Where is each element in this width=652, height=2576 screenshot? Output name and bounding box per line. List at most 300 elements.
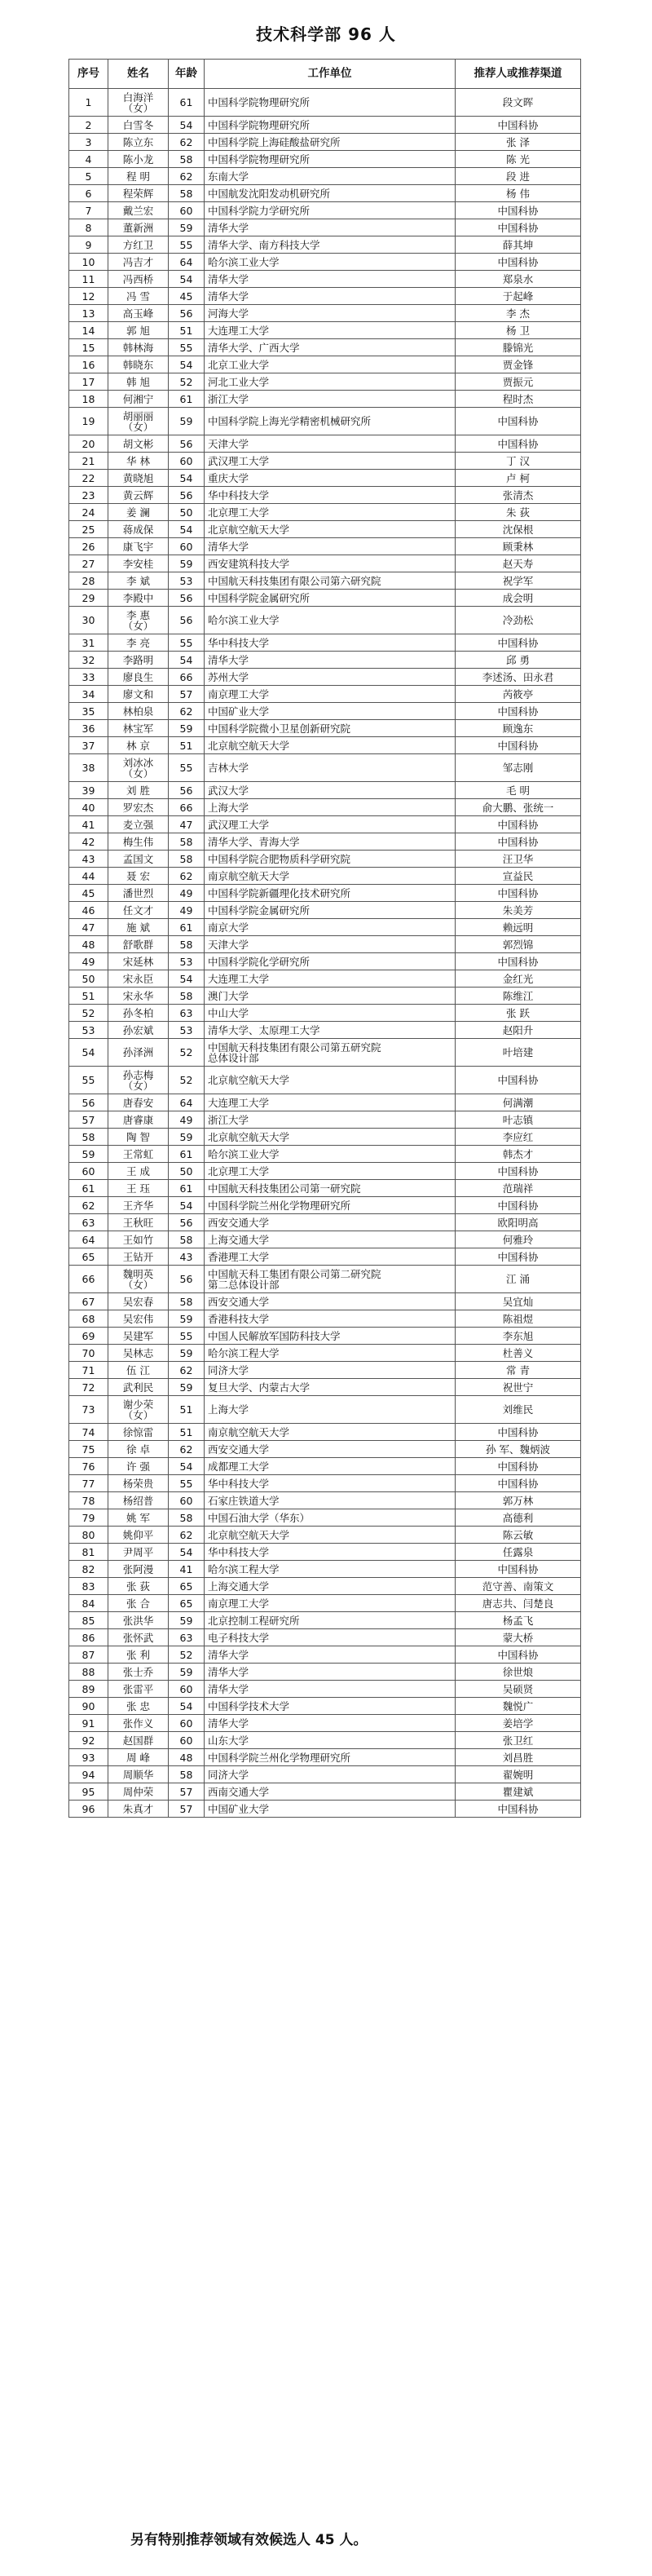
cell-name: 白海洋 （女） [108,89,169,117]
table-row [69,1715,581,1732]
cell-number: 73 [69,1396,108,1424]
cell-number: 23 [69,487,108,504]
cell-recommender: 段文晖 [456,89,581,117]
table-row [69,1509,581,1527]
cell-workplace: 南京航空航天大学 [205,1424,456,1441]
cell-name: 刘 胜 [108,782,169,799]
cell-name: 廖文和 [108,686,169,703]
table-row [69,953,581,970]
cell-workplace: 北京航空航天大学 [205,1067,456,1094]
table-row [69,408,581,435]
table-row [69,988,581,1005]
cell-number: 58 [69,1129,108,1146]
cell-name: 蒋成保 [108,521,169,538]
cell-recommender: 朱美芳 [456,902,581,919]
cell-recommender: 吴硕贤 [456,1681,581,1698]
cell-workplace: 西安建筑科技大学 [205,555,456,572]
table-row [69,134,581,151]
cell-number: 88 [69,1664,108,1681]
cell-workplace: 电子科技大学 [205,1629,456,1646]
table-row [69,391,581,408]
cell-name: 方红卫 [108,236,169,254]
cell-name: 李 亮 [108,634,169,652]
cell-number: 96 [69,1801,108,1818]
cell-recommender: 任露泉 [456,1544,581,1561]
header-number: 序号 [69,60,108,89]
table-row [69,1424,581,1441]
cell-number: 43 [69,851,108,868]
cell-recommender: 邹志刚 [456,754,581,782]
cell-workplace: 南京理工大学 [205,1595,456,1612]
cell-workplace: 北京理工大学 [205,1163,456,1180]
table-row [69,236,581,254]
header-name: 姓名 [108,60,169,89]
cell-name: 冯吉才 [108,254,169,271]
cell-number: 56 [69,1094,108,1111]
cell-recommender: 郭万林 [456,1492,581,1509]
cell-age: 55 [169,236,205,254]
cell-workplace: 北京理工大学 [205,504,456,521]
cell-recommender: 毛 明 [456,782,581,799]
cell-workplace: 浙江大学 [205,391,456,408]
cell-number: 39 [69,782,108,799]
cell-age: 64 [169,254,205,271]
cell-recommender: 程时杰 [456,391,581,408]
cell-workplace: 大连理工大学 [205,322,456,339]
cell-recommender: 陈云敏 [456,1527,581,1544]
table-row [69,970,581,988]
cell-name: 冯西桥 [108,271,169,288]
cell-number: 60 [69,1163,108,1180]
table-row [69,1766,581,1783]
table-row [69,1328,581,1345]
cell-recommender: 沈保根 [456,521,581,538]
cell-name: 白雪冬 [108,117,169,134]
cell-number: 24 [69,504,108,521]
table-row [69,219,581,236]
table-row [69,1458,581,1475]
cell-recommender: 邱 勇 [456,652,581,669]
cell-number: 75 [69,1441,108,1458]
cell-number: 47 [69,919,108,936]
cell-name: 周顺华 [108,1766,169,1783]
cell-workplace: 武汉理工大学 [205,453,456,470]
cell-age: 53 [169,572,205,590]
cell-age: 56 [169,1266,205,1293]
cell-name: 宋永华 [108,988,169,1005]
cell-age: 56 [169,1214,205,1231]
table-row [69,1578,581,1595]
cell-name: 孙宏斌 [108,1022,169,1039]
cell-age: 58 [169,988,205,1005]
cell-number: 95 [69,1783,108,1801]
cell-recommender: 郑泉水 [456,271,581,288]
cell-recommender: 叶志镇 [456,1111,581,1129]
cell-name: 张士乔 [108,1664,169,1681]
cell-recommender: 朱 荻 [456,504,581,521]
cell-number: 34 [69,686,108,703]
cell-number: 37 [69,737,108,754]
table-row [69,1681,581,1698]
cell-number: 84 [69,1595,108,1612]
cell-number: 65 [69,1248,108,1266]
cell-age: 57 [169,686,205,703]
cell-number: 40 [69,799,108,816]
table-row [69,356,581,373]
cell-name: 林宝军 [108,720,169,737]
cell-age: 59 [169,1379,205,1396]
cell-name: 赵国群 [108,1732,169,1749]
cell-number: 32 [69,652,108,669]
cell-workplace: 清华大学 [205,288,456,305]
cell-age: 63 [169,1005,205,1022]
cell-number: 7 [69,202,108,219]
cell-age: 62 [169,168,205,185]
table-row [69,89,581,117]
cell-recommender: 赖远明 [456,919,581,936]
cell-age: 53 [169,1022,205,1039]
cell-age: 60 [169,1715,205,1732]
cell-name: 杨荣贵 [108,1475,169,1492]
table-row [69,1544,581,1561]
header-workplace: 工作单位 [205,60,456,89]
cell-age: 56 [169,435,205,453]
cell-workplace: 香港理工大学 [205,1248,456,1266]
cell-number: 53 [69,1022,108,1039]
table-row [69,202,581,219]
cell-recommender: 中国科协 [456,1561,581,1578]
cell-number: 14 [69,322,108,339]
cell-number: 66 [69,1266,108,1293]
cell-age: 60 [169,538,205,555]
cell-age: 54 [169,271,205,288]
cell-age: 58 [169,833,205,851]
cell-age: 62 [169,868,205,885]
cell-number: 9 [69,236,108,254]
table-row [69,254,581,271]
cell-name: 黄云辉 [108,487,169,504]
cell-age: 51 [169,1396,205,1424]
cell-name: 宋永臣 [108,970,169,988]
cell-name: 陈小龙 [108,151,169,168]
cell-name: 姜 澜 [108,504,169,521]
cell-workplace: 中国科学院力学研究所 [205,202,456,219]
table-row [69,504,581,521]
cell-name: 何湘宁 [108,391,169,408]
cell-name: 张 合 [108,1595,169,1612]
page-title: 技术科学部 96 人 [256,24,396,44]
cell-number: 22 [69,470,108,487]
table-row [69,470,581,487]
cell-age: 61 [169,1180,205,1197]
cell-workplace: 哈尔滨工业大学 [205,1146,456,1163]
table-row [69,322,581,339]
table-row [69,1214,581,1231]
table-row [69,572,581,590]
table-row [69,1180,581,1197]
cell-age: 54 [169,470,205,487]
cell-age: 47 [169,816,205,833]
cell-age: 60 [169,1681,205,1698]
cell-age: 58 [169,1509,205,1527]
table-row [69,453,581,470]
cell-workplace: 中山大学 [205,1005,456,1022]
cell-name: 程荣辉 [108,185,169,202]
cell-name: 郭 旭 [108,322,169,339]
footer-note: 另有特别推荐领域有效候选人 45 人。 [130,2532,368,2548]
cell-number: 79 [69,1509,108,1527]
cell-number: 54 [69,1039,108,1067]
cell-recommender: 杨 卫 [456,322,581,339]
cell-workplace: 清华大学 [205,219,456,236]
cell-number: 67 [69,1293,108,1310]
table-row [69,1094,581,1111]
cell-recommender: 刘维民 [456,1396,581,1424]
cell-recommender: 刘昌胜 [456,1749,581,1766]
cell-age: 54 [169,652,205,669]
cell-workplace: 清华大学 [205,271,456,288]
cell-workplace: 北京航空航天大学 [205,1527,456,1544]
cell-name: 林 京 [108,737,169,754]
cell-name: 梅生伟 [108,833,169,851]
table-row [69,1310,581,1328]
cell-workplace: 上海交通大学 [205,1231,456,1248]
cell-workplace: 中国航发沈阳发动机研究所 [205,185,456,202]
cell-recommender: 魏悦广 [456,1698,581,1715]
cell-age: 59 [169,219,205,236]
cell-age: 66 [169,669,205,686]
cell-workplace: 西安交通大学 [205,1293,456,1310]
cell-recommender: 何满潮 [456,1094,581,1111]
cell-workplace: 中国科学院合肥物质科学研究院 [205,851,456,868]
table-row [69,1561,581,1578]
cell-workplace: 成都理工大学 [205,1458,456,1475]
cell-name: 李路明 [108,652,169,669]
cell-age: 58 [169,1231,205,1248]
nominee-table [68,59,581,1818]
cell-recommender: 范瑞祥 [456,1180,581,1197]
cell-name: 王常虹 [108,1146,169,1163]
cell-age: 63 [169,1629,205,1646]
cell-name: 周 峰 [108,1749,169,1766]
cell-age: 54 [169,521,205,538]
table-row [69,1698,581,1715]
cell-workplace: 南京航空航天大学 [205,868,456,885]
cell-workplace: 清华大学、广西大学 [205,339,456,356]
cell-age: 55 [169,339,205,356]
cell-workplace: 中国矿业大学 [205,703,456,720]
cell-recommender: 中国科协 [456,1248,581,1266]
cell-name: 吴宏春 [108,1293,169,1310]
cell-number: 28 [69,572,108,590]
cell-number: 86 [69,1629,108,1646]
cell-age: 51 [169,737,205,754]
cell-name: 伍 江 [108,1362,169,1379]
cell-age: 56 [169,590,205,607]
cell-recommender: 江 涌 [456,1266,581,1293]
cell-age: 58 [169,151,205,168]
cell-recommender: 唐志共、闫楚良 [456,1595,581,1612]
cell-name: 许 强 [108,1458,169,1475]
table-row [69,1293,581,1310]
cell-workplace: 中国矿业大学 [205,1801,456,1818]
cell-number: 49 [69,953,108,970]
cell-recommender: 中国科协 [456,1458,581,1475]
cell-name: 张作义 [108,1715,169,1732]
cell-workplace: 清华大学、青海大学 [205,833,456,851]
table-row [69,1379,581,1396]
table-row [69,305,581,322]
cell-workplace: 清华大学 [205,1646,456,1664]
cell-recommender: 顾逸东 [456,720,581,737]
cell-recommender: 姜培学 [456,1715,581,1732]
cell-age: 55 [169,634,205,652]
cell-name: 聂 宏 [108,868,169,885]
table-row [69,1475,581,1492]
cell-age: 59 [169,1664,205,1681]
cell-name: 韩林海 [108,339,169,356]
cell-age: 57 [169,1783,205,1801]
cell-age: 56 [169,782,205,799]
cell-age: 58 [169,851,205,868]
cell-recommender: 中国科协 [456,634,581,652]
cell-name: 唐睿康 [108,1111,169,1129]
cell-recommender: 郭烈锦 [456,936,581,953]
cell-age: 54 [169,1544,205,1561]
cell-number: 82 [69,1561,108,1578]
cell-age: 59 [169,1612,205,1629]
table-row [69,634,581,652]
cell-name: 张 利 [108,1646,169,1664]
table-row [69,1441,581,1458]
cell-number: 46 [69,902,108,919]
cell-number: 33 [69,669,108,686]
cell-recommender: 中国科协 [456,1067,581,1094]
cell-name: 程 明 [108,168,169,185]
cell-workplace: 复旦大学、内蒙古大学 [205,1379,456,1396]
cell-recommender: 中国科协 [456,1424,581,1441]
cell-age: 51 [169,322,205,339]
table-row [69,1197,581,1214]
table-row [69,1396,581,1424]
cell-age: 65 [169,1578,205,1595]
cell-recommender: 中国科协 [456,885,581,902]
cell-number: 5 [69,168,108,185]
cell-recommender: 祝学军 [456,572,581,590]
cell-recommender: 赵天寿 [456,555,581,572]
cell-name: 刘冰冰 （女） [108,754,169,782]
cell-recommender: 中国科协 [456,1163,581,1180]
table-row [69,1629,581,1646]
cell-number: 17 [69,373,108,391]
cell-workplace: 中国科学院上海光学精密机械研究所 [205,408,456,435]
table-row [69,1146,581,1163]
cell-workplace: 大连理工大学 [205,970,456,988]
cell-workplace: 上海大学 [205,1396,456,1424]
cell-recommender: 赵阳升 [456,1022,581,1039]
cell-age: 41 [169,1561,205,1578]
table-row [69,1783,581,1801]
cell-number: 51 [69,988,108,1005]
cell-workplace: 西安交通大学 [205,1214,456,1231]
cell-name: 孙泽洲 [108,1039,169,1067]
cell-number: 10 [69,254,108,271]
cell-workplace: 哈尔滨工业大学 [205,254,456,271]
cell-age: 60 [169,202,205,219]
table-row [69,1022,581,1039]
table-row [69,1664,581,1681]
cell-recommender: 范守善、南策文 [456,1578,581,1595]
cell-name: 魏明英 （女） [108,1266,169,1293]
table-row [69,1492,581,1509]
cell-name: 张怀武 [108,1629,169,1646]
cell-workplace: 中国科学院微小卫星创新研究院 [205,720,456,737]
cell-name: 华 林 [108,453,169,470]
cell-age: 55 [169,1475,205,1492]
cell-recommender: 中国科协 [456,1197,581,1214]
cell-workplace: 中国科学院化学研究所 [205,953,456,970]
cell-number: 36 [69,720,108,737]
cell-age: 65 [169,1595,205,1612]
cell-name: 宋延林 [108,953,169,970]
cell-workplace: 上海大学 [205,799,456,816]
cell-age: 58 [169,1766,205,1783]
cell-name: 施 斌 [108,919,169,936]
cell-number: 20 [69,435,108,453]
cell-number: 4 [69,151,108,168]
cell-name: 张 忠 [108,1698,169,1715]
cell-name: 李 斌 [108,572,169,590]
table-body [69,89,581,1818]
cell-recommender: 欧阳明高 [456,1214,581,1231]
cell-workplace: 苏州大学 [205,669,456,686]
cell-name: 王如竹 [108,1231,169,1248]
cell-workplace: 中国科学院物理研究所 [205,117,456,134]
cell-recommender: 张 跃 [456,1005,581,1022]
cell-recommender: 张卫红 [456,1732,581,1749]
cell-age: 52 [169,1039,205,1067]
cell-number: 63 [69,1214,108,1231]
cell-recommender: 陈 光 [456,151,581,168]
cell-recommender: 金红光 [456,970,581,988]
cell-name: 王秋旺 [108,1214,169,1231]
cell-recommender: 孙 军、魏炳波 [456,1441,581,1458]
cell-workplace: 清华大学 [205,1664,456,1681]
table-row [69,1732,581,1749]
table-row [69,720,581,737]
cell-recommender: 成会明 [456,590,581,607]
cell-age: 49 [169,902,205,919]
cell-name: 舒歌群 [108,936,169,953]
cell-name: 吴林志 [108,1345,169,1362]
cell-workplace: 哈尔滨工程大学 [205,1561,456,1578]
cell-recommender: 李 杰 [456,305,581,322]
cell-name: 陶 智 [108,1129,169,1146]
cell-number: 61 [69,1180,108,1197]
cell-age: 62 [169,1441,205,1458]
cell-number: 69 [69,1328,108,1345]
cell-number: 38 [69,754,108,782]
cell-workplace: 西安交通大学 [205,1441,456,1458]
table-row [69,885,581,902]
cell-name: 孙志梅 （女） [108,1067,169,1094]
cell-workplace: 中国科学院物理研究所 [205,89,456,117]
cell-age: 48 [169,1749,205,1766]
cell-age: 45 [169,288,205,305]
cell-number: 26 [69,538,108,555]
cell-number: 2 [69,117,108,134]
cell-age: 66 [169,799,205,816]
